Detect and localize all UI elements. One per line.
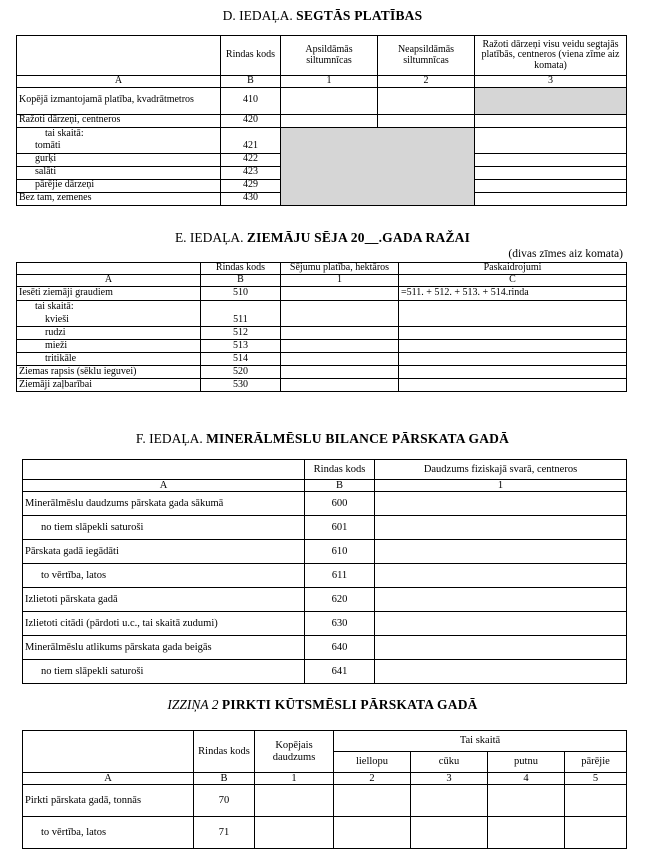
f-row-code: 601: [305, 516, 375, 540]
d-letter-b: B: [221, 76, 281, 88]
section-f-title: [0, 431, 645, 447]
f-row-code: 641: [305, 660, 375, 684]
e-row-label: Iesēti ziemāji graudiem: [17, 287, 201, 301]
izzina2-title-bold: PIRKTI KŪTSMĒSLI PĀRSKATA GADĀ: [221, 697, 478, 712]
e-input-cell[interactable]: [281, 366, 399, 379]
f-header-amount: Daudzums fiziskajā svarā, centneros: [375, 460, 627, 480]
e-row-label: Ziemas rapsis (sēklu ieguvei): [17, 366, 201, 379]
f-row-code: 611: [305, 564, 375, 588]
i-header-cattle: liellopu: [334, 752, 411, 773]
i-input-cell[interactable]: [488, 817, 565, 849]
f-input-cell[interactable]: [375, 516, 627, 540]
f-header-empty: [23, 460, 305, 480]
e-header-code: Rindas kods: [201, 263, 281, 275]
i-letter-3: 3: [411, 773, 488, 785]
e-input-cell[interactable]: [281, 287, 399, 301]
e-row-explain: =511. + 512. + 513. + 514.rinda: [399, 287, 627, 301]
d-row-label: Kopējā izmantojamā platība, kvadrātmetros: [17, 87, 221, 114]
d-letter-1: 1: [281, 76, 378, 88]
e-row-label: tritikāle: [17, 353, 201, 366]
e-row-label: rudzi: [17, 327, 201, 340]
e-input-cell[interactable]: [281, 340, 399, 353]
d-row-label: gurķi: [17, 153, 221, 166]
e-letter-1: 1: [281, 275, 399, 287]
e-input-cell[interactable]: [281, 353, 399, 366]
e-row-code: 512: [201, 327, 281, 340]
i-header-pigs: cūku: [411, 752, 488, 773]
i-row-label: to vērtība, latos: [23, 817, 194, 849]
d-letter-a: A: [17, 76, 221, 88]
f-row-label: to vērtība, latos: [23, 564, 305, 588]
d-input-cell[interactable]: [378, 114, 475, 127]
i-input-cell[interactable]: [411, 785, 488, 817]
e-input-cell: [281, 301, 399, 314]
f-row-label: Izlietoti pārskata gadā: [23, 588, 305, 612]
e-input-cell[interactable]: [399, 379, 627, 392]
d-row-label: Bez tam, zemenes: [17, 192, 221, 205]
section-d-title: [0, 8, 645, 24]
i-header-code: Rindas kods: [194, 731, 255, 773]
d-input-cell[interactable]: [475, 140, 627, 153]
e-input-cell[interactable]: [281, 314, 399, 327]
section-e-title-bold: ZIEMĀJU SĒJA 20__.GADA RAŽAI: [246, 230, 471, 245]
e-row-code: 520: [201, 366, 281, 379]
f-row-code: 610: [305, 540, 375, 564]
i-input-cell[interactable]: [334, 785, 411, 817]
f-input-cell[interactable]: [375, 588, 627, 612]
i-row-code: 71: [194, 817, 255, 849]
e-row-code: 530: [201, 379, 281, 392]
d-input-cell[interactable]: [475, 166, 627, 179]
e-row-code: [201, 301, 281, 314]
d-header-empty: [17, 36, 221, 76]
e-row-code: 513: [201, 340, 281, 353]
f-letter-a: A: [23, 480, 305, 492]
e-row-label: kvieši: [17, 314, 201, 327]
e-input-cell[interactable]: [399, 314, 627, 327]
f-header-code: Rindas kods: [305, 460, 375, 480]
section-f-title-prefix: F. IEDAĻA.: [135, 431, 203, 446]
e-input-cell[interactable]: [399, 366, 627, 379]
e-row-label: mieži: [17, 340, 201, 353]
d-row-label: salāti: [17, 166, 221, 179]
e-input-cell[interactable]: [281, 379, 399, 392]
e-input-cell[interactable]: [399, 353, 627, 366]
section-f-table: [22, 459, 627, 684]
f-input-cell[interactable]: [375, 564, 627, 588]
izzina2-title-prefix: IZZIŅA 2: [167, 697, 219, 712]
d-disabled-block: [281, 127, 475, 205]
d-input-cell[interactable]: [281, 114, 378, 127]
f-row-label: no tiem slāpekli saturoši: [23, 660, 305, 684]
d-letter-3: 3: [475, 76, 627, 88]
i-letter-4: 4: [488, 773, 565, 785]
f-input-cell[interactable]: [375, 540, 627, 564]
d-row-code: 421: [221, 140, 281, 153]
f-input-cell[interactable]: [375, 660, 627, 684]
d-row-label: tai skaitā:: [17, 127, 221, 140]
d-header-heated: Apsildāmās siltumnīcas: [281, 36, 378, 76]
f-row-label: no tiem slāpekli saturoši: [23, 516, 305, 540]
i-letter-a: A: [23, 773, 194, 785]
d-input-cell[interactable]: [475, 179, 627, 192]
e-header-empty: [17, 263, 201, 275]
izzina2-table: [22, 730, 627, 849]
e-letter-a: A: [17, 275, 201, 287]
e-row-code: 511: [201, 314, 281, 327]
i-input-cell[interactable]: [565, 785, 627, 817]
i-letter-2: 2: [334, 773, 411, 785]
f-row-code: 600: [305, 492, 375, 516]
section-e-note: (divas zīmes aiz komata): [508, 248, 623, 260]
d-input-cell[interactable]: [378, 87, 475, 114]
f-row-label: Minerālmēslu atlikums pārskata gada beigās: [23, 636, 305, 660]
i-letter-5: 5: [565, 773, 627, 785]
section-d-table: [16, 35, 627, 206]
d-header-produced: Ražoti dārzeņi visu veidu segtajās platībās, centneros (viena zīme aiz komata): [475, 36, 627, 76]
i-row-label: Pirkti pārskata gadā, tonnās: [23, 785, 194, 817]
d-row-code: 422: [221, 153, 281, 166]
i-header-poultry: putnu: [488, 752, 565, 773]
f-letter-b: B: [305, 480, 375, 492]
f-input-cell[interactable]: [375, 612, 627, 636]
section-f-title-bold: MINERĀLMĒSLU BILANCE PĀRSKATA GADĀ: [206, 431, 510, 446]
e-input-cell[interactable]: [399, 340, 627, 353]
f-row-code: 640: [305, 636, 375, 660]
f-row-code: 620: [305, 588, 375, 612]
e-row-explain: [399, 301, 627, 314]
i-input-cell[interactable]: [565, 817, 627, 849]
e-input-cell[interactable]: [281, 327, 399, 340]
d-row-code: [221, 127, 281, 140]
i-input-cell[interactable]: [488, 785, 565, 817]
d-row-code: 429: [221, 179, 281, 192]
d-input-cell[interactable]: [475, 153, 627, 166]
f-letter-1: 1: [375, 480, 627, 492]
section-e-title-prefix: E. IEDAĻA.: [174, 230, 244, 245]
f-row-label: Izlietoti citādi (pārdoti u.c., tai skaitā zudumi): [23, 612, 305, 636]
e-header-explain: Paskaidrojumi: [399, 263, 627, 275]
i-input-cell[interactable]: [255, 785, 334, 817]
f-row-code: 630: [305, 612, 375, 636]
d-header-unheated: Neapsildāmās siltumnīcas: [378, 36, 475, 76]
i-row-code: 70: [194, 785, 255, 817]
e-row-code: 510: [201, 287, 281, 301]
d-row-code: 430: [221, 192, 281, 205]
f-row-label: Pārskata gadā iegādāti: [23, 540, 305, 564]
i-header-total: Kopējais daudzums: [255, 731, 334, 773]
i-letter-1: 1: [255, 773, 334, 785]
i-header-empty: [23, 731, 194, 773]
e-row-code: 514: [201, 353, 281, 366]
d-row-label: Ražoti dārzeņi, centneros: [17, 114, 221, 127]
d-input-cell[interactable]: [281, 87, 378, 114]
i-header-other: pārējie: [565, 752, 627, 773]
section-d-title-prefix: D. IEDAĻA.: [222, 8, 293, 23]
izzina2-title: [0, 697, 645, 713]
i-input-cell[interactable]: [255, 817, 334, 849]
i-letter-b: B: [194, 773, 255, 785]
d-input-cell[interactable]: [475, 192, 627, 205]
d-row-label: tomāti: [17, 140, 221, 153]
d-row-label: pārējie dārzeņi: [17, 179, 221, 192]
e-row-label: tai skaitā:: [17, 301, 201, 314]
f-input-cell[interactable]: [375, 636, 627, 660]
d-letter-2: 2: [378, 76, 475, 88]
d-header-code: Rindas kods: [221, 36, 281, 76]
i-header-group: Tai skaitā: [334, 731, 627, 752]
e-row-label: Ziemāji zaļbarībai: [17, 379, 201, 392]
d-row-code: 410: [221, 87, 281, 114]
d-row-code: 423: [221, 166, 281, 179]
d-row-code: 420: [221, 114, 281, 127]
d-input-cell: [475, 127, 627, 140]
e-letter-c: C: [399, 275, 627, 287]
section-e-table: [16, 262, 627, 392]
e-input-cell[interactable]: [399, 327, 627, 340]
e-header-area: Sējumu platība, hektāros: [281, 263, 399, 275]
i-input-cell[interactable]: [411, 817, 488, 849]
section-e-title: [0, 230, 645, 246]
i-input-cell[interactable]: [334, 817, 411, 849]
e-letter-b: B: [201, 275, 281, 287]
d-disabled-cell: [475, 87, 627, 114]
d-input-cell[interactable]: [475, 114, 627, 127]
f-input-cell[interactable]: [375, 492, 627, 516]
section-d-title-bold: SEGTĀS PLATĪBAS: [296, 8, 423, 23]
f-row-label: Minerālmēslu daudzums pārskata gada sākumā: [23, 492, 305, 516]
